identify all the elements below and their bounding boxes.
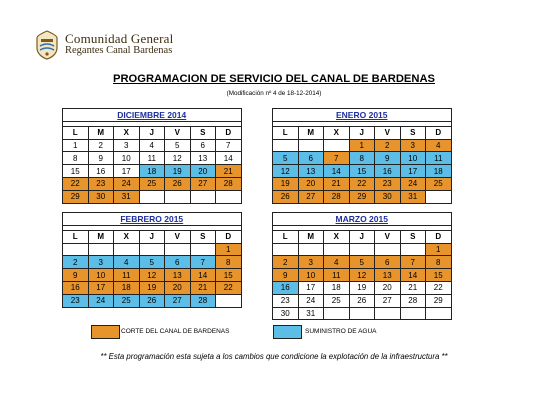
day-cell: 18 [139, 165, 165, 178]
day-cell [273, 139, 299, 152]
week-row [63, 269, 242, 282]
day-cell: 21 [190, 281, 216, 294]
day-cell: 14 [400, 269, 426, 282]
weekday-header: D [426, 230, 452, 243]
day-cell: 9 [273, 269, 299, 282]
day-cell: 15 [63, 165, 89, 178]
day-cell: 28 [190, 294, 216, 307]
day-cell: 20 [375, 281, 401, 294]
day-cell: 26 [273, 190, 299, 203]
weekday-header: J [349, 126, 375, 139]
day-cell: 5 [139, 256, 165, 269]
day-cell: 21 [216, 165, 242, 178]
day-cell: 12 [165, 152, 191, 165]
week-row [63, 294, 242, 307]
day-cell [324, 243, 350, 256]
day-cell: 29 [63, 190, 89, 203]
day-cell [63, 243, 89, 256]
weekday-header: V [165, 126, 191, 139]
day-cell [375, 307, 401, 320]
day-cell: 14 [190, 269, 216, 282]
day-cell: 14 [216, 152, 242, 165]
day-cell: 6 [375, 256, 401, 269]
week-row [273, 281, 452, 294]
day-cell: 19 [139, 281, 165, 294]
day-cell: 30 [273, 307, 299, 320]
day-cell: 28 [324, 190, 350, 203]
day-cell: 7 [324, 152, 350, 165]
day-cell: 22 [63, 177, 89, 190]
day-cell [426, 190, 452, 203]
day-cell: 17 [400, 165, 426, 178]
day-cell [324, 139, 350, 152]
legend-swatch-suministro [273, 325, 302, 339]
day-cell: 25 [324, 294, 350, 307]
day-cell [216, 190, 242, 203]
day-cell: 5 [273, 152, 299, 165]
day-cell: 21 [400, 281, 426, 294]
day-cell: 18 [426, 165, 452, 178]
day-cell: 1 [63, 139, 89, 152]
day-cell [88, 243, 114, 256]
month-title: DICIEMBRE 2014 [63, 109, 242, 122]
day-cell: 13 [165, 269, 191, 282]
day-cell: 10 [88, 269, 114, 282]
day-cell: 22 [426, 281, 452, 294]
weekday-header: J [349, 230, 375, 243]
day-cell: 24 [400, 177, 426, 190]
day-cell: 13 [375, 269, 401, 282]
weekday-header: X [324, 230, 350, 243]
day-cell: 4 [426, 139, 452, 152]
day-cell: 11 [139, 152, 165, 165]
weekday-header: L [273, 230, 299, 243]
page-title: PROGRAMACION DE SERVICIO DEL CANAL DE BARDENAS [113, 73, 435, 85]
day-cell: 20 [190, 165, 216, 178]
day-cell: 27 [375, 294, 401, 307]
day-cell [216, 294, 242, 307]
day-cell: 21 [324, 177, 350, 190]
weekday-header: M [298, 230, 324, 243]
day-cell: 2 [63, 256, 89, 269]
day-cell: 23 [375, 177, 401, 190]
day-cell: 4 [114, 256, 140, 269]
logo-line-2: Regantes Canal Bardenas [65, 45, 173, 56]
weekday-header: V [165, 230, 191, 243]
day-cell: 17 [298, 281, 324, 294]
week-row [273, 307, 452, 320]
day-cell [375, 243, 401, 256]
day-cell: 8 [349, 152, 375, 165]
day-cell: 25 [114, 294, 140, 307]
day-cell: 18 [114, 281, 140, 294]
day-cell: 6 [190, 139, 216, 152]
day-cell: 8 [426, 256, 452, 269]
weekday-header: S [400, 230, 426, 243]
footnote: ** Esta programación esta sujeta a los cambios que condicione la explotación de la infraestructura ** [100, 352, 448, 361]
day-cell: 30 [88, 190, 114, 203]
month-title: FEBRERO 2015 [63, 213, 242, 226]
weekday-header: D [426, 126, 452, 139]
day-cell: 3 [88, 256, 114, 269]
week-row [273, 294, 452, 307]
day-cell: 13 [190, 152, 216, 165]
day-cell [349, 243, 375, 256]
weekday-header: M [298, 126, 324, 139]
week-row [273, 139, 452, 152]
day-cell: 27 [298, 190, 324, 203]
day-cell: 19 [349, 281, 375, 294]
day-cell: 2 [273, 256, 299, 269]
week-row [63, 165, 242, 178]
day-cell [400, 307, 426, 320]
weekday-header: L [63, 126, 89, 139]
day-cell: 28 [400, 294, 426, 307]
day-cell: 10 [400, 152, 426, 165]
calendar-marzo-2015 [272, 212, 452, 320]
day-cell: 26 [349, 294, 375, 307]
day-cell: 16 [375, 165, 401, 178]
day-cell: 6 [298, 152, 324, 165]
day-cell: 9 [63, 269, 89, 282]
day-cell: 5 [349, 256, 375, 269]
week-row [273, 256, 452, 269]
week-row [63, 243, 242, 256]
day-cell [324, 307, 350, 320]
day-cell: 2 [88, 139, 114, 152]
month-title: ENERO 2015 [273, 109, 452, 122]
day-cell: 29 [426, 294, 452, 307]
day-cell: 17 [88, 281, 114, 294]
day-cell: 20 [165, 281, 191, 294]
week-row [63, 152, 242, 165]
day-cell: 14 [324, 165, 350, 178]
day-cell: 24 [88, 294, 114, 307]
weekday-header: V [375, 230, 401, 243]
weekday-header: M [88, 230, 114, 243]
day-cell: 27 [165, 294, 191, 307]
day-cell: 7 [190, 256, 216, 269]
day-cell: 17 [114, 165, 140, 178]
day-cell: 29 [349, 190, 375, 203]
day-cell: 12 [349, 269, 375, 282]
week-row [273, 190, 452, 203]
day-cell: 2 [375, 139, 401, 152]
day-cell: 20 [298, 177, 324, 190]
day-cell [273, 243, 299, 256]
day-cell: 1 [349, 139, 375, 152]
day-cell: 15 [349, 165, 375, 178]
day-cell: 9 [88, 152, 114, 165]
day-cell: 16 [63, 281, 89, 294]
day-cell: 25 [426, 177, 452, 190]
day-cell: 24 [114, 177, 140, 190]
day-cell [139, 243, 165, 256]
day-cell: 8 [63, 152, 89, 165]
day-cell [139, 190, 165, 203]
weekday-header: J [139, 126, 165, 139]
day-cell [190, 190, 216, 203]
weekday-header: D [216, 126, 242, 139]
day-cell: 25 [139, 177, 165, 190]
day-cell [349, 307, 375, 320]
day-cell: 3 [400, 139, 426, 152]
day-cell: 26 [139, 294, 165, 307]
day-cell: 12 [273, 165, 299, 178]
day-cell [298, 243, 324, 256]
day-cell: 22 [349, 177, 375, 190]
day-cell: 23 [63, 294, 89, 307]
week-row [273, 177, 452, 190]
week-row [63, 177, 242, 190]
day-cell: 26 [165, 177, 191, 190]
logo-line-1: Comunidad General [65, 31, 174, 46]
day-cell: 10 [114, 152, 140, 165]
day-cell: 30 [375, 190, 401, 203]
week-row [273, 243, 452, 256]
day-cell: 1 [426, 243, 452, 256]
week-row [63, 256, 242, 269]
day-cell [114, 243, 140, 256]
legend-label-suministro: SUMINISTRO DE AGUA [305, 328, 377, 335]
day-cell: 15 [426, 269, 452, 282]
day-cell: 27 [190, 177, 216, 190]
day-cell: 4 [139, 139, 165, 152]
legend-swatch-corte [91, 325, 120, 339]
day-cell [426, 307, 452, 320]
day-cell [298, 139, 324, 152]
weekday-header: J [139, 230, 165, 243]
day-cell [165, 190, 191, 203]
day-cell: 5 [165, 139, 191, 152]
day-cell: 23 [88, 177, 114, 190]
week-row [273, 165, 452, 178]
day-cell: 11 [324, 269, 350, 282]
week-row [273, 152, 452, 165]
day-cell [190, 243, 216, 256]
day-cell: 18 [324, 281, 350, 294]
day-cell: 8 [216, 256, 242, 269]
day-cell: 19 [165, 165, 191, 178]
day-cell: 23 [273, 294, 299, 307]
logo [34, 28, 174, 62]
day-cell: 19 [273, 177, 299, 190]
day-cell: 15 [216, 269, 242, 282]
calendar-febrero-2015 [62, 212, 242, 308]
day-cell: 9 [375, 152, 401, 165]
day-cell: 4 [324, 256, 350, 269]
day-cell: 3 [114, 139, 140, 152]
day-cell: 1 [216, 243, 242, 256]
calendar-enero-2015 [272, 108, 452, 204]
page-subtitle: (Modificación nº 4 de 18-12-2014) [226, 90, 322, 97]
week-row [273, 269, 452, 282]
day-cell [400, 243, 426, 256]
day-cell: 31 [400, 190, 426, 203]
day-cell: 31 [298, 307, 324, 320]
weekday-header: D [216, 230, 242, 243]
day-cell: 11 [114, 269, 140, 282]
weekday-header: M [88, 126, 114, 139]
weekday-header: X [114, 126, 140, 139]
day-cell: 13 [298, 165, 324, 178]
legend-label-corte: CORTE DEL CANAL DE BARDENAS [121, 328, 230, 335]
weekday-header: L [273, 126, 299, 139]
day-cell: 22 [216, 281, 242, 294]
day-cell: 16 [88, 165, 114, 178]
day-cell: 3 [298, 256, 324, 269]
day-cell: 10 [298, 269, 324, 282]
day-cell: 31 [114, 190, 140, 203]
month-title: MARZO 2015 [273, 213, 452, 226]
day-cell: 28 [216, 177, 242, 190]
calendar-diciembre-2014 [62, 108, 242, 204]
day-cell: 24 [298, 294, 324, 307]
week-row [63, 139, 242, 152]
day-cell: 6 [165, 256, 191, 269]
weekday-header: S [190, 126, 216, 139]
weekday-header: S [190, 230, 216, 243]
day-cell: 16 [273, 281, 299, 294]
shield-emblem-icon [34, 30, 60, 60]
day-cell: 11 [426, 152, 452, 165]
day-cell [165, 243, 191, 256]
weekday-header: X [324, 126, 350, 139]
weekday-header: V [375, 126, 401, 139]
day-cell: 7 [400, 256, 426, 269]
weekday-header: L [63, 230, 89, 243]
week-row [63, 190, 242, 203]
day-cell: 12 [139, 269, 165, 282]
weekday-header: X [114, 230, 140, 243]
weekday-header: S [400, 126, 426, 139]
week-row [63, 281, 242, 294]
day-cell: 7 [216, 139, 242, 152]
